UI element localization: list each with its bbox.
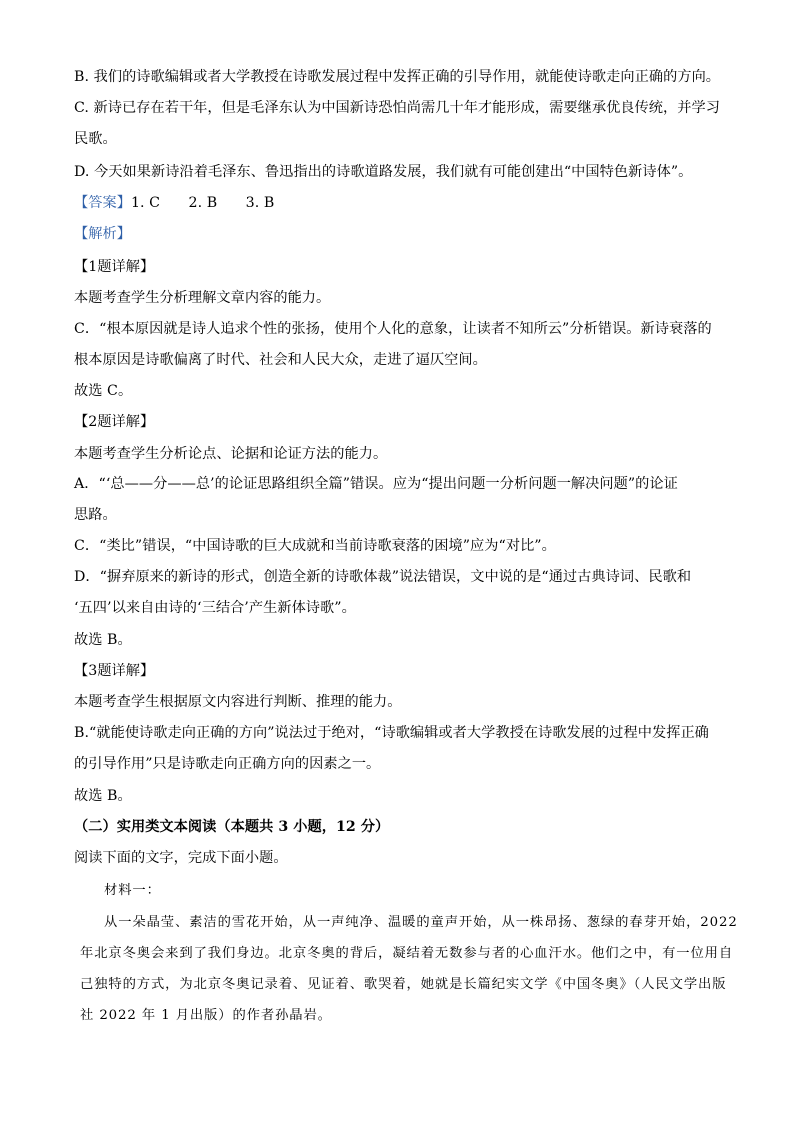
- answer-line: [74, 192, 274, 212]
- q1-tag: 【1题详解】: [74, 259, 155, 275]
- answer-text: 1. C 2. B 3. B: [130, 195, 275, 211]
- q2-tag: 【2题详解】: [74, 414, 155, 430]
- q3-b-line2: 的引导作用”只是诗歌走向正确方向的因素之一。: [74, 756, 381, 772]
- q2-conclusion: 故选 B。: [74, 632, 132, 648]
- q1-conclusion: 故选 C。: [74, 383, 133, 399]
- q2-intro: 本题考查学生分析论点、论据和论证方法的能力。: [74, 446, 388, 462]
- q2-d-line1: D．“摒弃原来的新诗的形式，创造全新的诗歌体裁”说法错误，文中说的是“通过古典诗词、民歌和: [74, 569, 692, 585]
- answer-tag: 【答案】: [74, 195, 131, 211]
- section-instruction: 阅读下面的文字，完成下面小题。: [74, 850, 288, 866]
- q2-c: C．“类比”错误，“中国诗歌的巨大成就和当前诗歌衰落的困境”应为“对比”。: [74, 538, 556, 554]
- q1-line2: 根本原因是诗歌偏离了时代、社会和人民大众，走进了逼仄空间。: [74, 352, 487, 368]
- material-para-line3: 己独特的方式，为北京冬奥记录着、见证着、歌哭着，她就是长篇纪实文学《中国冬奥》（人民文学出版: [80, 977, 727, 992]
- q1-line1: C．“根本原因就是诗人追求个性的张扬，使用个人化的意象，让读者不知所云”分析错误。新诗衰落的: [74, 321, 712, 337]
- option-b: B. 我们的诗歌编辑或者大学教授在诗歌发展过程中发挥正确的引导作用，就能使诗歌走向正确的方向。: [74, 69, 721, 85]
- analysis-tag: 【解析】: [74, 226, 131, 242]
- q3-intro: 本题考查学生根据原文内容进行判断、推理的能力。: [74, 694, 402, 710]
- q1-intro: 本题考查学生分析理解文章内容的能力。: [74, 290, 331, 306]
- material-para-line2: 年北京冬奥会来到了我们身边。北京冬奥的背后，凝结着无数参与者的心血汗水。他们之中，有一位用自: [80, 946, 734, 961]
- q3-conclusion: 故选 B。: [74, 788, 132, 804]
- material-para-line4: 社 2022 年 1 月出版）的作者孙晶岩。: [80, 1008, 332, 1023]
- q2-a-line2: 思路。: [74, 507, 117, 523]
- q2-d-line2: ‘五四’以来自由诗的‘三结合’产生新体诗歌”。: [74, 600, 356, 616]
- section-heading: （二）实用类文本阅读（本题共 3 小题，12 分）: [74, 819, 390, 835]
- q2-a-line1: A．“‘总——分——总’的论证思路组织全篇”错误。应为“提出问题一分析问题一解决问题”的论证: [74, 476, 678, 492]
- option-c-line1: C. 新诗已存在若干年，但是毛泽东认为中国新诗恐怕尚需几十年才能形成，需要继承优良传统，并学习: [74, 100, 720, 116]
- material-para-line1: 从一朵晶莹、素洁的雪花开始，从一声纯净、温暖的童声开始，从一株昂扬、葱绿的春芽开始，2022: [104, 915, 738, 930]
- q3-b-line1: B.“就能使诗歌走向正确的方向”说法过于绝对，“诗歌编辑或者大学教授在诗歌发展的过程中发挥正确: [74, 725, 709, 741]
- q3-tag: 【3题详解】: [74, 663, 155, 679]
- material-label: 材料一：: [104, 883, 161, 898]
- option-d: D. 今天如果新诗沿着毛泽东、鲁迅指出的诗歌道路发展，我们就有可能创建出“中国特色新诗体”。: [74, 164, 693, 180]
- option-c-line2: 民歌。: [74, 131, 117, 147]
